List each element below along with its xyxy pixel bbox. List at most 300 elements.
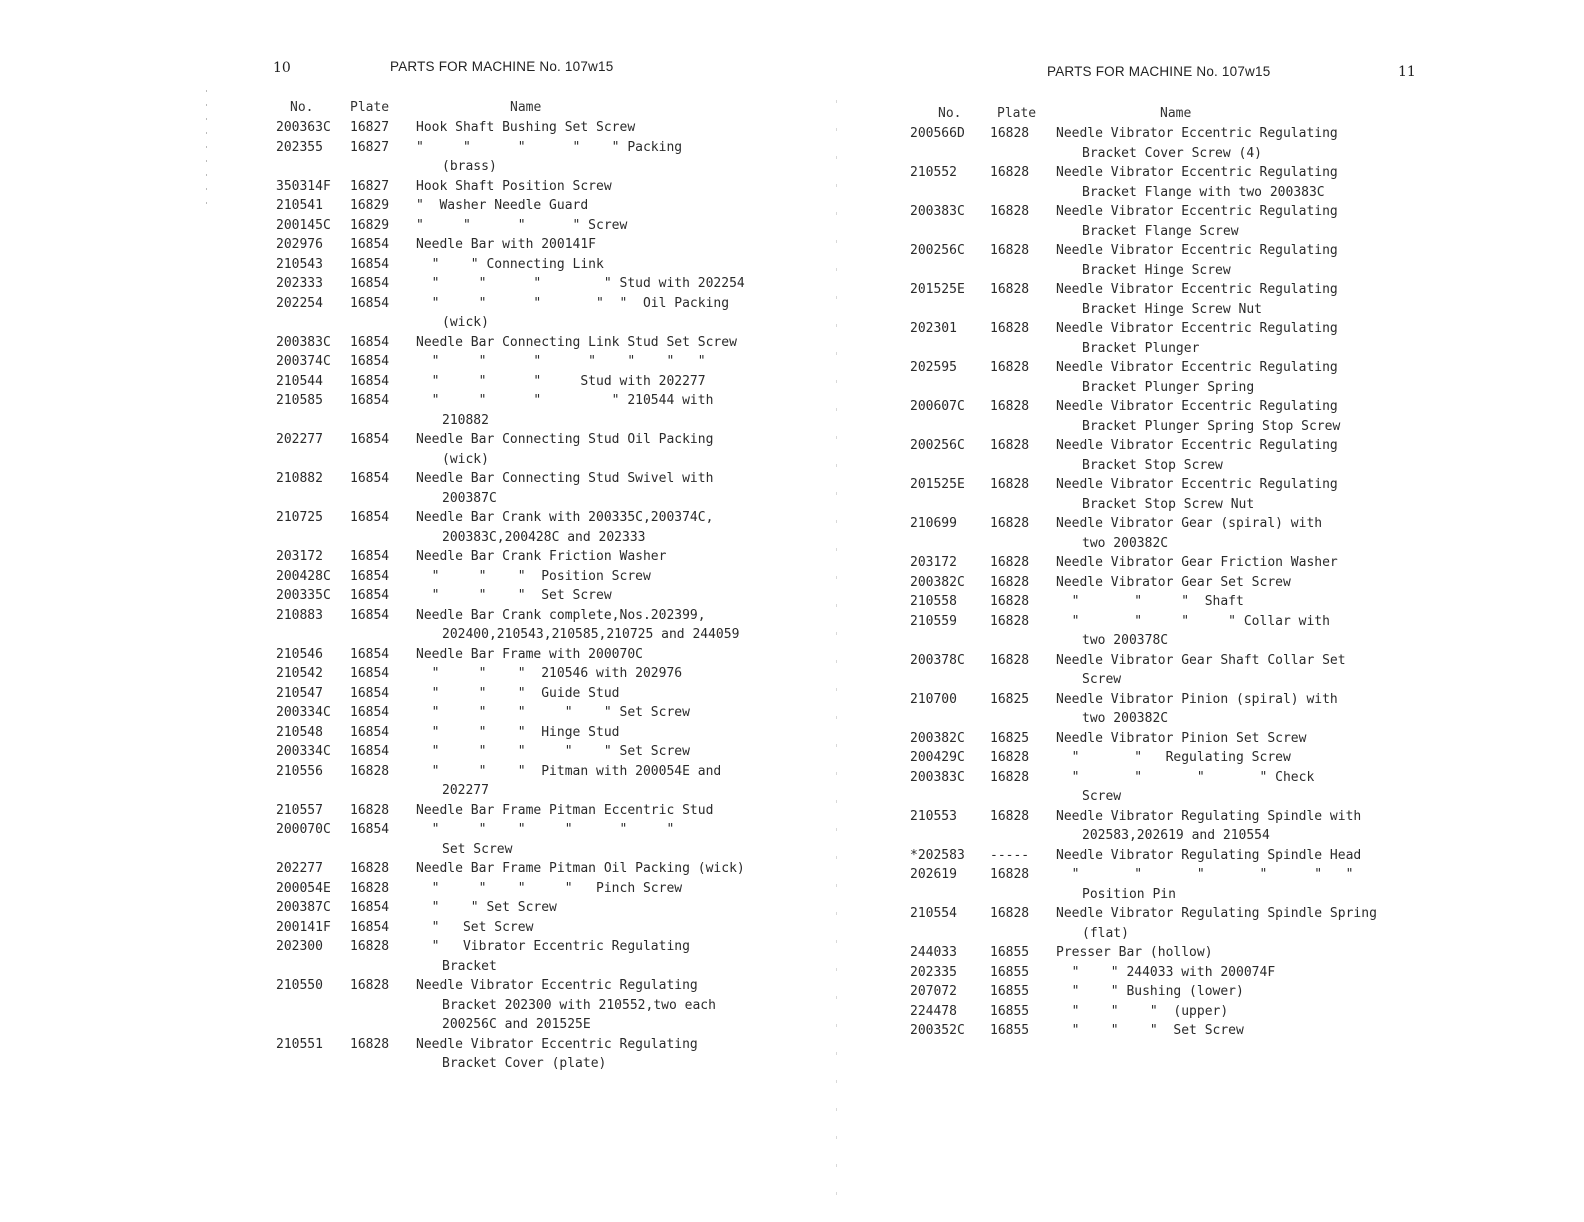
part-number: 200334C [276, 744, 331, 759]
table-row [276, 235, 776, 255]
part-number: *202583 [910, 847, 965, 863]
table-row [276, 703, 776, 723]
plate-number: 16854 [350, 666, 390, 681]
part-name-continuation: Bracket Plunger [1082, 340, 1200, 356]
part-name: Needle Vibrator Eccentric Regulating [1056, 243, 1338, 258]
plate-number: 16828 [990, 750, 1030, 765]
plate-number: 16828 [990, 477, 1030, 492]
table-row [276, 372, 776, 392]
plate-number: 16854 [350, 685, 390, 701]
table-row [276, 1035, 776, 1074]
plate-number: 16854 [350, 295, 390, 311]
plate-number: 16828 [350, 763, 390, 779]
part-name: Needle Bar Crank complete,Nos.202399, [416, 607, 706, 623]
part-number: 210554 [910, 906, 957, 921]
table-row [910, 982, 1470, 1002]
part-number: 210543 [276, 256, 323, 272]
part-name: " " " " " Set Screw [416, 705, 690, 720]
plate-number: 16828 [350, 802, 390, 818]
table-row [910, 690, 1470, 729]
page-title: PARTS FOR MACHINE No. 107w15 [1047, 64, 1271, 79]
part-number: 207072 [910, 984, 957, 999]
table-row [276, 196, 776, 216]
plate-number: 16828 [350, 978, 390, 993]
table-row [276, 391, 776, 430]
part-name: " " " " 210544 with [416, 393, 714, 408]
part-number: 210559 [910, 613, 957, 629]
part-name: " " " " " " " [416, 354, 706, 369]
table-row [910, 124, 1470, 163]
part-number: 200428C [276, 568, 331, 584]
plate-number: 16829 [350, 198, 390, 213]
plate-number: ----- [990, 847, 1030, 863]
plate-number: 16854 [350, 724, 390, 740]
part-name-continuation: Position Pin [1082, 886, 1176, 902]
part-number: 202595 [910, 360, 957, 375]
part-name: " " " 210546 with 202976 [416, 666, 683, 681]
part-number: 210547 [276, 685, 323, 701]
part-name-continuation: two 200378C [1082, 633, 1169, 648]
part-name: " " Bushing (lower) [1056, 984, 1244, 999]
plate-number: 16828 [990, 906, 1030, 921]
table-row [276, 859, 776, 879]
part-number: 200374C [276, 354, 331, 369]
plate-number: 16854 [350, 276, 390, 291]
part-name: Needle Bar Connecting Link Stud Set Screw [416, 334, 737, 350]
part-name-continuation: Set Screw [442, 841, 513, 857]
plate-number: 16854 [350, 393, 390, 408]
table-row [910, 592, 1470, 612]
part-name: Needle Vibrator Gear Friction Washer [1056, 555, 1338, 570]
part-number: 202300 [276, 939, 323, 954]
part-number: 210557 [276, 802, 323, 818]
right-page [792, 0, 1584, 1222]
plate-number: 16855 [990, 984, 1030, 999]
part-number: 210725 [276, 510, 323, 525]
plate-number: 16855 [990, 1023, 1030, 1038]
table-row [276, 586, 776, 606]
part-name: " " Set Screw [416, 900, 557, 915]
part-number: 200382C [910, 730, 965, 746]
part-name: " " " Stud with 202277 [416, 373, 706, 389]
part-number: 202277 [276, 432, 323, 447]
column-header-plate: Plate [350, 100, 390, 115]
plate-number: 16828 [990, 204, 1030, 219]
part-name-continuation: (wick) [442, 451, 489, 467]
plate-number: 16828 [990, 360, 1030, 375]
part-name-continuation: Bracket Cover (plate) [442, 1056, 607, 1071]
table-row [910, 963, 1470, 983]
part-number: 210882 [276, 471, 323, 486]
page-number: 10 [273, 60, 291, 76]
part-name: Needle Vibrator Gear Shaft Collar Set [1056, 652, 1346, 668]
plate-number: 16828 [990, 594, 1030, 609]
part-name: Needle Bar Connecting Stud Oil Packing [416, 432, 714, 447]
part-number: 200387C [276, 900, 331, 915]
table-row [276, 645, 776, 665]
part-name: Needle Vibrator Eccentric Regulating [1056, 126, 1338, 141]
table-row [276, 801, 776, 821]
part-number: 210553 [910, 808, 957, 824]
table-row [910, 241, 1470, 280]
plate-number: 16828 [990, 808, 1030, 824]
part-name: Needle Vibrator Eccentric Regulating [1056, 204, 1338, 219]
part-name: " " " " " Packing [416, 139, 683, 155]
parts-list [276, 118, 776, 1074]
part-name: Needle Vibrator Eccentric Regulating [1056, 165, 1338, 180]
table-row [910, 358, 1470, 397]
table-row [910, 729, 1470, 749]
table-row [910, 436, 1470, 475]
part-name-continuation: Bracket Hinge Screw [1082, 262, 1231, 278]
part-name: Needle Vibrator Eccentric Regulating [1056, 360, 1338, 375]
part-name: Needle Bar Connecting Stud Swivel with [416, 471, 714, 486]
parts-list [910, 124, 1470, 1041]
part-name: Needle Bar Frame Pitman Oil Packing (wick) [416, 861, 745, 876]
table-row [910, 573, 1470, 593]
plate-number: 16854 [350, 607, 390, 623]
part-name: Needle Vibrator Eccentric Regulating [1056, 321, 1338, 336]
part-number: 203172 [910, 555, 957, 570]
part-number: 210550 [276, 978, 323, 993]
plate-number: 16828 [990, 516, 1030, 531]
part-name: " " " Hinge Stud [416, 724, 620, 740]
table-row [910, 748, 1470, 768]
part-name: Needle Bar Frame Pitman Eccentric Stud [416, 802, 714, 818]
table-row [910, 202, 1470, 241]
part-name-continuation: Bracket Flange with two 200383C [1082, 184, 1325, 200]
page-number: 11 [1398, 64, 1416, 80]
plate-number: 16854 [350, 588, 390, 603]
plate-number: 16854 [350, 510, 390, 525]
table-row [276, 177, 776, 197]
part-number: 200383C [910, 204, 965, 219]
plate-number: 16828 [990, 769, 1030, 785]
part-number: 200566D [910, 126, 965, 141]
table-row [276, 606, 776, 645]
column-header-no: No. [938, 106, 962, 121]
part-number: 201525E [910, 477, 965, 492]
table-row [276, 684, 776, 704]
part-name-continuation: 200383C,200428C and 202333 [442, 529, 646, 545]
part-number: 350314F [276, 178, 331, 194]
part-name-continuation: Bracket Hinge Screw Nut [1082, 301, 1263, 317]
part-name: Presser Bar (hollow) [1056, 945, 1213, 960]
part-name-continuation: Bracket Cover Screw (4) [1082, 145, 1263, 161]
part-name-continuation: (flat) [1082, 925, 1129, 941]
part-number: 200070C [276, 822, 331, 837]
part-name-continuation: 202400,210543,210585,210725 and 244059 [442, 627, 740, 642]
plate-number: 16828 [990, 243, 1030, 258]
part-number: 210558 [910, 594, 957, 609]
part-name-continuation: 202583,202619 and 210554 [1082, 828, 1270, 843]
plate-number: 16855 [990, 964, 1030, 980]
part-name: " " " Guide Stud [416, 685, 620, 701]
part-number: 244033 [910, 945, 957, 960]
table-row [276, 216, 776, 236]
part-name: Needle Vibrator Gear (spiral) with [1056, 516, 1323, 531]
part-number: 210548 [276, 724, 323, 740]
part-number: 210700 [910, 691, 957, 707]
part-name: Needle Vibrator Eccentric Regulating [1056, 438, 1338, 453]
part-number: 210699 [910, 516, 957, 531]
part-number: 202333 [276, 276, 323, 291]
part-name-continuation: Bracket Stop Screw Nut [1082, 496, 1255, 512]
plate-number: 16854 [350, 256, 390, 272]
part-name-continuation: (brass) [442, 159, 497, 174]
part-name: " " " " " Set Screw [416, 744, 690, 759]
part-name: " " " Position Screw [416, 568, 651, 584]
part-number: 210544 [276, 373, 323, 389]
table-row [276, 333, 776, 353]
table-row [276, 918, 776, 938]
plate-number: 16854 [350, 705, 390, 720]
part-name-continuation: 200256C and 201525E [442, 1017, 591, 1032]
table-row [910, 846, 1470, 866]
part-number: 210585 [276, 393, 323, 408]
plate-number: 16854 [350, 334, 390, 350]
part-name-continuation: Bracket Flange Screw [1082, 223, 1239, 239]
table-row [910, 943, 1470, 963]
part-name-continuation: Bracket Stop Screw [1082, 457, 1223, 473]
table-row [910, 553, 1470, 573]
plate-number: 16828 [990, 321, 1030, 336]
part-name-continuation: Bracket 202300 with 210552,two each [442, 997, 716, 1013]
part-name: " " " Set Screw [1056, 1023, 1244, 1038]
part-name: " Washer Needle Guard [416, 198, 589, 213]
table-row [910, 904, 1470, 943]
part-name: " " Connecting Link [416, 256, 604, 272]
part-name-continuation: Bracket [442, 958, 497, 974]
part-number: 201525E [910, 282, 965, 297]
plate-number: 16828 [990, 867, 1030, 882]
table-row [276, 723, 776, 743]
plate-number: 16854 [350, 373, 390, 389]
plate-number: 16828 [350, 861, 390, 876]
part-name-continuation: 202277 [442, 783, 489, 798]
part-number: 210883 [276, 607, 323, 623]
part-name: Needle Vibrator Eccentric Regulating [1056, 282, 1338, 297]
part-number: 200607C [910, 399, 965, 414]
plate-number: 16825 [990, 730, 1030, 746]
plate-number: 16854 [350, 237, 390, 252]
table-row [910, 612, 1470, 651]
part-name: " " " " " Oil Packing [416, 295, 730, 311]
table-row [276, 742, 776, 762]
part-number: 200256C [910, 438, 965, 453]
plate-number: 16828 [990, 282, 1030, 297]
table-row [276, 430, 776, 469]
part-name: " Vibrator Eccentric Regulating [416, 939, 690, 954]
part-name-continuation: Screw [1082, 789, 1122, 804]
part-number: 210551 [276, 1036, 323, 1052]
plate-number: 16827 [350, 120, 390, 135]
part-name: " " " " Check [1056, 769, 1315, 785]
part-name: " " " " Screw [416, 217, 628, 233]
part-number: 200382C [910, 574, 965, 590]
table-row [910, 475, 1470, 514]
table-row [276, 898, 776, 918]
part-name-continuation: (wick) [442, 315, 489, 330]
part-name-continuation: two 200382C [1082, 711, 1169, 726]
part-number: 202335 [910, 964, 957, 980]
part-name: " " " " " " [1056, 867, 1354, 882]
part-number: 200378C [910, 652, 965, 668]
table-row [276, 508, 776, 547]
part-number: 203172 [276, 549, 323, 564]
part-number: 202355 [276, 139, 323, 155]
part-name: Needle Bar with 200141F [416, 237, 597, 252]
part-name: Needle Bar Crank with 200335C,200374C, [416, 510, 714, 525]
plate-number: 16828 [990, 165, 1030, 180]
part-number: 210546 [276, 646, 323, 662]
plate-number: 16854 [350, 744, 390, 759]
table-row [276, 976, 776, 1035]
part-name: " " " " Pinch Screw [416, 880, 683, 896]
part-number: 200429C [910, 750, 965, 765]
part-name: Needle Bar Crank Friction Washer [416, 549, 667, 564]
part-number: 200363C [276, 120, 331, 135]
plate-number: 16828 [990, 613, 1030, 629]
part-number: 210542 [276, 666, 323, 681]
part-number: 224478 [910, 1003, 957, 1019]
part-number: 202254 [276, 295, 323, 311]
column-header-no: No. [290, 100, 314, 115]
plate-number: 16854 [350, 471, 390, 486]
table-row [910, 807, 1470, 846]
part-number: 200141F [276, 919, 331, 935]
table-row [276, 664, 776, 684]
part-name: " " " " " " [416, 822, 675, 837]
part-name: Needle Bar Frame with 200070C [416, 646, 643, 662]
part-name: " " " Pitman with 200054E and [416, 763, 722, 779]
part-name-continuation: Screw [1082, 672, 1122, 687]
table-row [276, 138, 776, 177]
part-name: " " 244033 with 200074F [1056, 964, 1276, 980]
part-number: 210556 [276, 763, 323, 779]
part-number: 210552 [910, 165, 957, 180]
part-number: 200335C [276, 588, 331, 603]
table-row [910, 397, 1470, 436]
table-row [910, 651, 1470, 690]
table-row [276, 118, 776, 138]
plate-number: 16828 [350, 1036, 390, 1052]
plate-number: 16854 [350, 432, 390, 447]
column-header-plate: Plate [997, 106, 1037, 121]
part-name-continuation: 200387C [442, 490, 497, 506]
table-row [910, 1021, 1470, 1041]
part-name: Needle Vibrator Regulating Spindle with [1056, 808, 1362, 824]
part-name: Needle Vibrator Eccentric Regulating [1056, 399, 1338, 414]
part-name-continuation: 210882 [442, 412, 489, 428]
plate-number: 16828 [350, 939, 390, 954]
part-name: Needle Vibrator Eccentric Regulating [1056, 477, 1338, 492]
plate-number: 16827 [350, 139, 390, 155]
part-number: 200383C [910, 769, 965, 785]
part-number: 200054E [276, 880, 331, 896]
plate-number: 16854 [350, 354, 390, 369]
plate-number: 16828 [990, 574, 1030, 590]
part-number: 200256C [910, 243, 965, 258]
table-row [910, 319, 1470, 358]
table-row [276, 937, 776, 976]
table-row [910, 768, 1470, 807]
part-number: 210541 [276, 198, 323, 213]
table-row [910, 163, 1470, 202]
part-name: " " " (upper) [1056, 1003, 1229, 1019]
table-row [910, 1002, 1470, 1022]
table-row [910, 514, 1470, 553]
plate-number: 16854 [350, 646, 390, 662]
plate-number: 16828 [990, 399, 1030, 414]
part-name-continuation: two 200382C [1082, 535, 1169, 551]
part-name: Hook Shaft Position Screw [416, 178, 612, 194]
column-header-name: Name [1160, 106, 1192, 121]
plate-number: 16828 [990, 438, 1030, 453]
binding-edge-marks [206, 90, 207, 210]
table-row [276, 294, 776, 333]
plate-number: 16854 [350, 568, 390, 584]
part-number: 200352C [910, 1023, 965, 1038]
part-name: " Set Screw [416, 919, 534, 935]
part-name: Needle Vibrator Regulating Spindle Spring [1056, 906, 1377, 921]
table-row [276, 274, 776, 294]
part-number: 200334C [276, 705, 331, 720]
part-name: " " " " Stud with 202254 [416, 276, 745, 291]
part-name-continuation: Bracket Plunger Spring [1082, 379, 1255, 395]
part-number: 202619 [910, 867, 957, 882]
part-name: Needle Vibrator Regulating Spindle Head [1056, 847, 1362, 863]
plate-number: 16828 [990, 652, 1030, 668]
plate-number: 16854 [350, 919, 390, 935]
table-row [276, 820, 776, 859]
plate-number: 16829 [350, 217, 390, 233]
part-name: Hook Shaft Bushing Set Screw [416, 120, 636, 135]
part-name: " " " " Collar with [1056, 613, 1330, 629]
plate-number: 16854 [350, 900, 390, 915]
part-name: " " " Shaft [1056, 594, 1244, 609]
part-number: 202277 [276, 861, 323, 876]
part-name: Needle Vibrator Gear Set Screw [1056, 574, 1291, 590]
plate-number: 16855 [990, 945, 1030, 960]
plate-number: 16854 [350, 822, 390, 837]
plate-number: 16854 [350, 549, 390, 564]
part-number: 202301 [910, 321, 957, 336]
part-name: Needle Vibrator Pinion Set Screw [1056, 730, 1307, 746]
table-row [276, 762, 776, 801]
part-name: " " Regulating Screw [1056, 750, 1291, 765]
table-row [276, 547, 776, 567]
table-row [276, 255, 776, 275]
part-name: Needle Vibrator Pinion (spiral) with [1056, 691, 1338, 707]
plate-number: 16828 [350, 880, 390, 896]
part-number: 202976 [276, 237, 323, 252]
page-title: PARTS FOR MACHINE No. 107w15 [390, 59, 614, 74]
part-name: Needle Vibrator Eccentric Regulating [416, 1036, 698, 1052]
table-row [910, 865, 1470, 904]
plate-number: 16828 [990, 126, 1030, 141]
part-number: 200145C [276, 217, 331, 233]
part-number: 200383C [276, 334, 331, 350]
table-row [276, 469, 776, 508]
table-row [276, 567, 776, 587]
column-header-name: Name [510, 100, 542, 115]
part-name: " " " Set Screw [416, 588, 612, 603]
plate-number: 16855 [990, 1003, 1030, 1019]
plate-number: 16828 [990, 555, 1030, 570]
table-row [910, 280, 1470, 319]
plate-number: 16825 [990, 691, 1030, 707]
